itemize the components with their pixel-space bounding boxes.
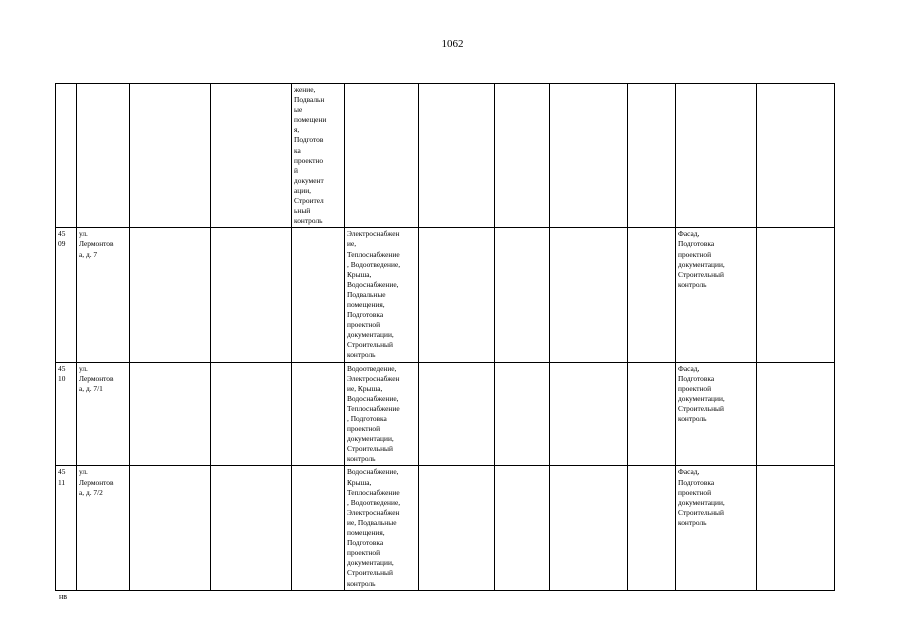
cell-col5: жение, Подвальн ые помещени я, Подготов ка проектно й документ ации, Строител ьный контроль [292, 84, 345, 228]
cell-address: ул. Лермонтов а, д. 7/2 [77, 466, 130, 590]
cell-col7 [419, 228, 495, 362]
cell-col12 [757, 228, 835, 362]
cell-col12 [757, 84, 835, 228]
cell-col6: Водоотведение, Электроснабжен ие, Крыша, Водоснабжение, Теплоснабжение , Подготовка проектной документации, Строительный контроль [345, 362, 419, 466]
cell-col11 [676, 84, 757, 228]
cell-col9 [550, 466, 628, 590]
cell-col10 [628, 84, 676, 228]
cell-col11: Фасад, Подготовка проектной документации, Строительный контроль [676, 466, 757, 590]
cell-number: 45 11 [56, 466, 77, 590]
footer-mark: нв [59, 592, 68, 601]
cell-col4 [211, 466, 292, 590]
cell-col8 [495, 362, 550, 466]
table-row [56, 466, 835, 590]
table-row [56, 362, 835, 466]
cell-col8 [495, 84, 550, 228]
data-table [55, 83, 835, 591]
cell-col11: Фасад, Подготовка проектной документации, Строительный контроль [676, 228, 757, 362]
cell-number: 45 10 [56, 362, 77, 466]
cell-address [77, 84, 130, 228]
cell-col9 [550, 228, 628, 362]
cell-col7 [419, 466, 495, 590]
cell-col6: Электроснабжен ие, Теплоснабжение , Водоотведение, Крыша, Водоснабжение, Подвальные помещения, Подготовка проектной документации, Строительный контроль [345, 228, 419, 362]
cell-col8 [495, 466, 550, 590]
cell-col3 [130, 84, 211, 228]
cell-address: ул. Лермонтов а, д. 7 [77, 228, 130, 362]
cell-col7 [419, 84, 495, 228]
cell-col5 [292, 362, 345, 466]
cell-address: ул. Лермонтов а, д. 7/1 [77, 362, 130, 466]
cell-col10 [628, 228, 676, 362]
cell-col5 [292, 228, 345, 362]
cell-col6: Водоснабжение, Крыша, Теплоснабжение , Водоотведение, Электроснабжен ие, Подвальные помещения, Подготовка проектной документации, Строительный контроль [345, 466, 419, 590]
page-number: 1062 [441, 38, 464, 50]
cell-col4 [211, 228, 292, 362]
cell-col9 [550, 84, 628, 228]
table-row [56, 84, 835, 228]
cell-number [56, 84, 77, 228]
cell-col11: Фасад, Подготовка проектной документации, Строительный контроль [676, 362, 757, 466]
cell-col4 [211, 84, 292, 228]
cell-number: 45 09 [56, 228, 77, 362]
cell-col9 [550, 362, 628, 466]
cell-col8 [495, 228, 550, 362]
cell-col10 [628, 466, 676, 590]
cell-col12 [757, 466, 835, 590]
cell-col3 [130, 228, 211, 362]
cell-col10 [628, 362, 676, 466]
cell-col3 [130, 362, 211, 466]
table-row [56, 228, 835, 362]
cell-col4 [211, 362, 292, 466]
cell-col6 [345, 84, 419, 228]
cell-col3 [130, 466, 211, 590]
cell-col12 [757, 362, 835, 466]
cell-col5 [292, 466, 345, 590]
cell-col7 [419, 362, 495, 466]
